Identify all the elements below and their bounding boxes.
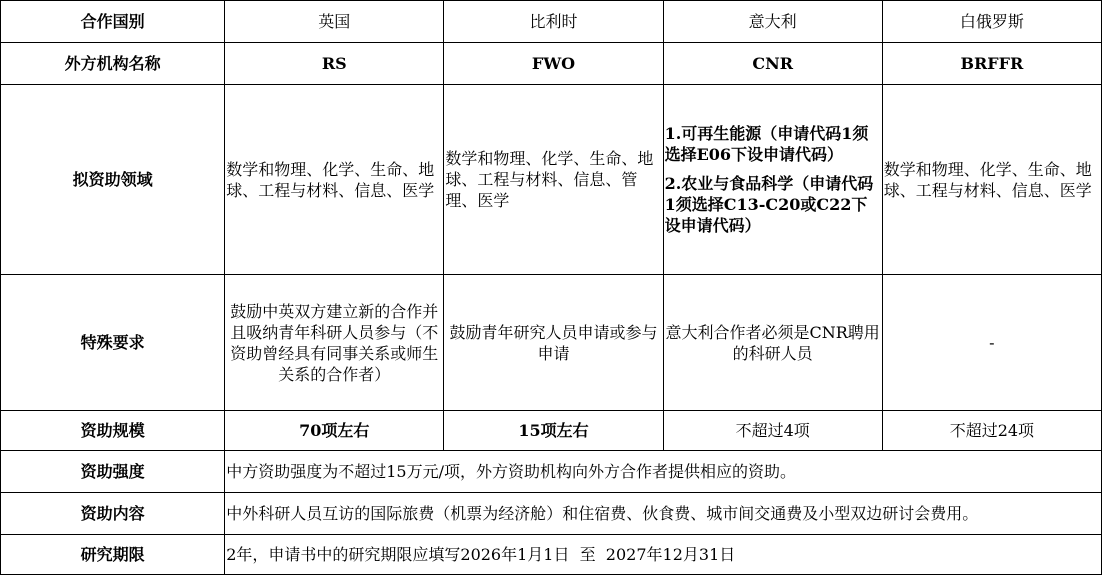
fields-belgium: 数学和物理、化学、生命、地球、工程与材料、信息、管理、医学: [444, 85, 663, 275]
country-belgium: 比利时: [444, 1, 663, 43]
row-label-scale: 资助规模: [1, 411, 225, 451]
requirements-belgium: 鼓励青年研究人员申请或参与申请: [444, 275, 663, 411]
requirements-italy: 意大利合作者必须是CNR聘用的科研人员: [663, 275, 882, 411]
table-row-content: [1, 493, 1102, 535]
fields-italy-item-1: 1.可再生能源（申请代码1须选择E06下设申请代码）: [664, 124, 869, 164]
scale-uk: 70项左右: [225, 411, 444, 451]
content-text: 中外科研人员互访的国际旅费（机票为经济舱）和住宿费、伙食费、城市间交通费及小型双边研讨会费用。: [225, 493, 1102, 535]
row-label-agency: 外方机构名称: [1, 43, 225, 85]
scale-belgium: 15项左右: [444, 411, 663, 451]
agency-uk: RS: [225, 43, 444, 85]
table-row-intensity: [1, 451, 1102, 493]
table-row-scale: [1, 411, 1102, 451]
table-row-requirements: [1, 275, 1102, 411]
row-label-fields: 拟资助领域: [1, 85, 225, 275]
country-uk: 英国: [225, 1, 444, 43]
scale-belarus: 不超过24项: [882, 411, 1101, 451]
table-row-country: [1, 1, 1102, 43]
agency-belarus: BRFFR: [882, 43, 1101, 85]
table-row-period: [1, 535, 1102, 575]
country-italy: 意大利: [663, 1, 882, 43]
fields-italy-item-2: 2.农业与食品科学（申请代码1须选择C13-C20或C22下设申请代码）: [664, 174, 874, 235]
table-row-fields: [1, 85, 1102, 275]
fields-italy: [663, 85, 882, 275]
table-row-agency: [1, 43, 1102, 85]
fields-uk: 数学和物理、化学、生命、地球、工程与材料、信息、医学: [225, 85, 444, 275]
agency-belgium: FWO: [444, 43, 663, 85]
requirements-uk: 鼓励中英双方建立新的合作并且吸纳青年科研人员参与（不资助曾经具有同事关系或师生关系的合作者）: [225, 275, 444, 411]
period-text: 2年，申请书中的研究期限应填写2026年1月1日 至 2027年12月31日: [225, 535, 1102, 575]
row-label-period: 研究期限: [1, 535, 225, 575]
fields-belarus: 数学和物理、化学、生命、地球、工程与材料、信息、医学: [882, 85, 1101, 275]
row-label-requirements: 特殊要求: [1, 275, 225, 411]
scale-italy: 不超过4项: [663, 411, 882, 451]
row-label-country: 合作国别: [1, 1, 225, 43]
requirements-belarus: -: [882, 275, 1101, 411]
row-label-content: 资助内容: [1, 493, 225, 535]
intensity-text: 中方资助强度为不超过15万元/项，外方资助机构向外方合作者提供相应的资助。: [225, 451, 1102, 493]
agency-italy: CNR: [663, 43, 882, 85]
row-label-intensity: 资助强度: [1, 451, 225, 493]
country-belarus: 白俄罗斯: [882, 1, 1101, 43]
